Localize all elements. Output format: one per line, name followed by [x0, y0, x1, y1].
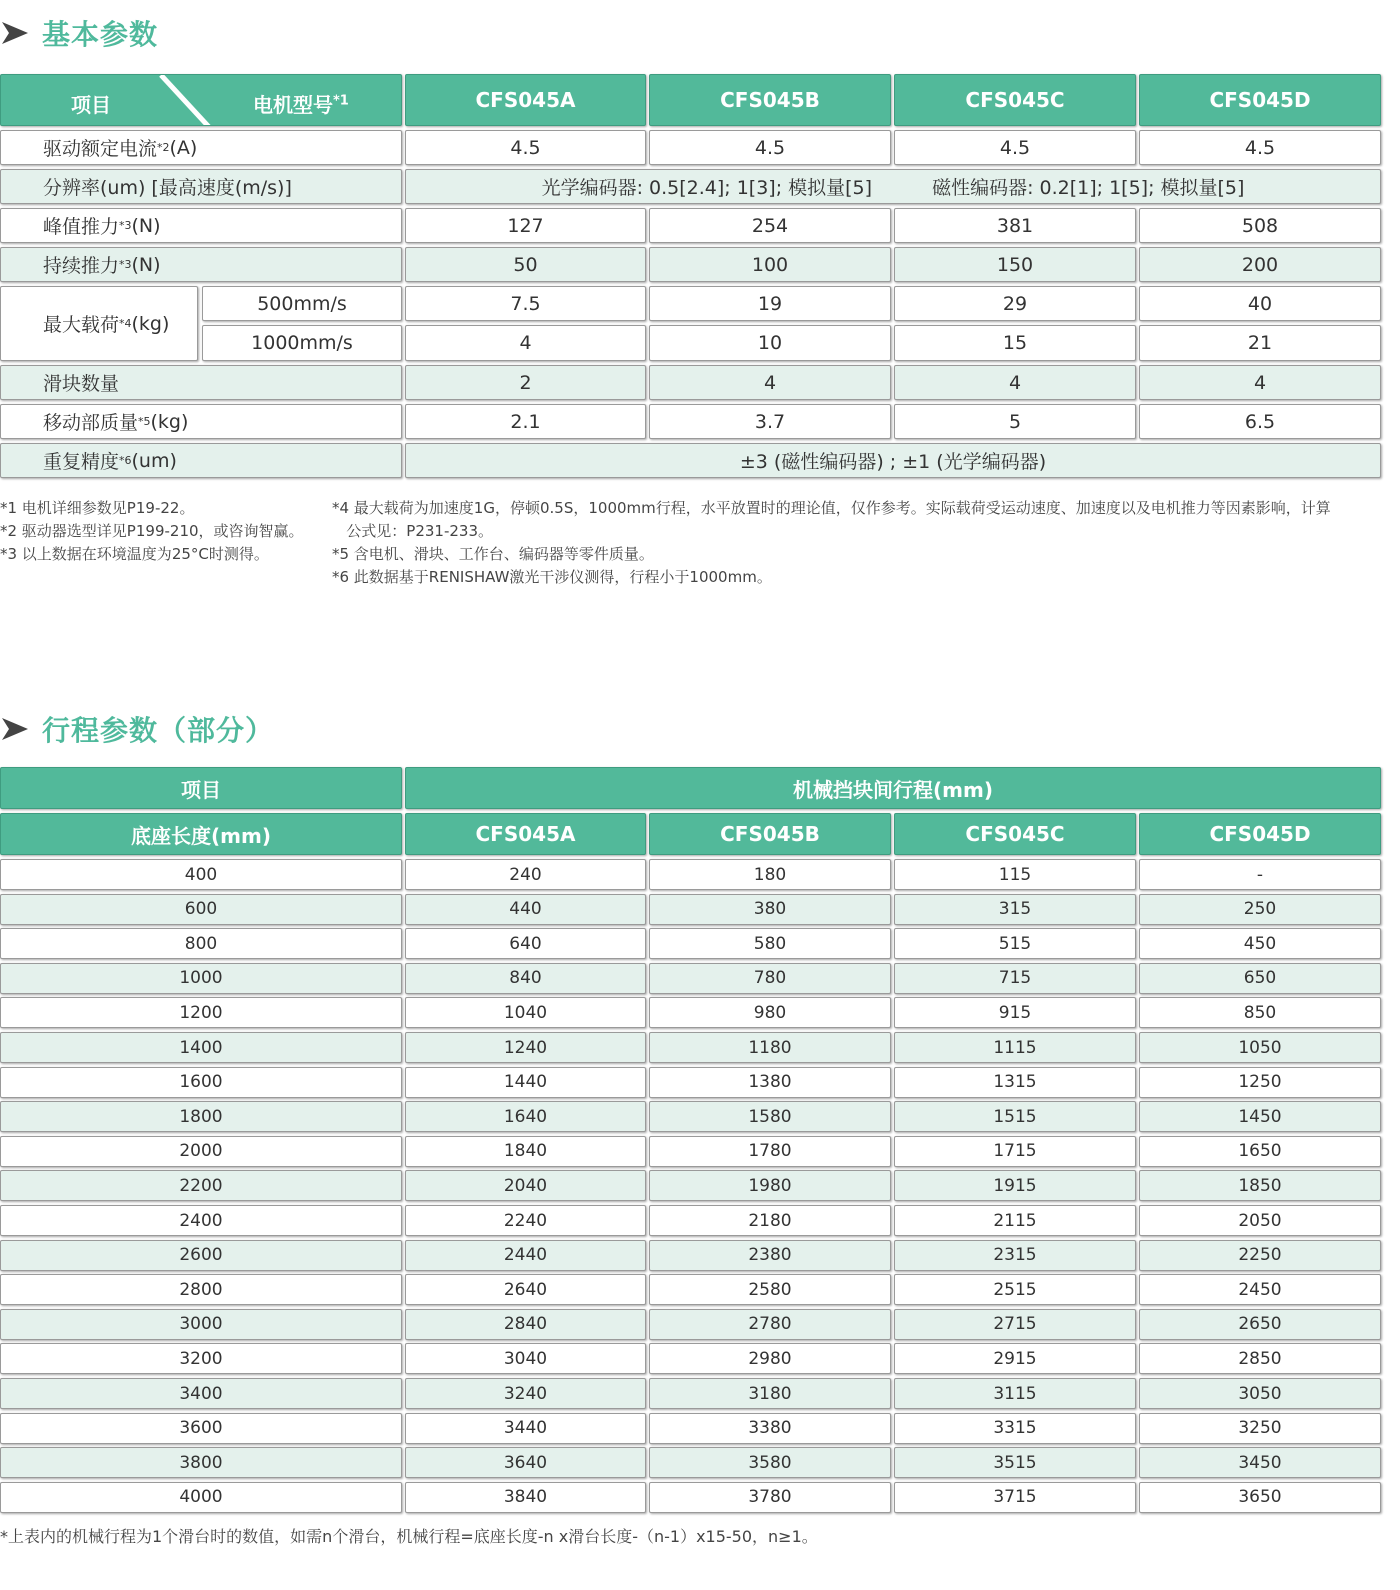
stroke-value-cell: 515	[894, 928, 1136, 959]
stroke-base-length-cell: 1800	[0, 1101, 402, 1132]
stroke-value-cell: 1315	[894, 1067, 1136, 1098]
section-title-stroke	[0, 704, 274, 754]
section-title-basic	[0, 8, 158, 58]
stroke-base-length-cell: 3800	[0, 1447, 402, 1478]
stroke-value-cell: 2450	[1139, 1274, 1381, 1305]
stroke-base-length-cell: 3600	[0, 1413, 402, 1444]
stroke-value-cell: 1115	[894, 1032, 1136, 1063]
stroke-value-cell: 1980	[649, 1170, 891, 1201]
note-2: *2 驱动器选型详见P199-210，或咨询智赢。	[0, 522, 304, 540]
row-label-moving-mass: 移动部质量 *5 (kg)	[0, 404, 402, 439]
sliders-c: 4	[894, 365, 1136, 400]
notes-left	[0, 497, 304, 566]
stroke-base-length-cell: 400	[0, 859, 402, 890]
arrow-right-icon	[2, 715, 30, 743]
max-load-500-b: 19	[649, 286, 891, 321]
stroke-value-cell: 2580	[649, 1274, 891, 1305]
stroke-value-cell: 250	[1139, 894, 1381, 925]
current-c: 4.5	[894, 130, 1136, 165]
cont-force-a: 50	[405, 247, 646, 282]
stroke-value-cell: 1040	[405, 997, 646, 1028]
stroke-value-cell: 580	[649, 928, 891, 959]
stroke-value-cell: 440	[405, 894, 646, 925]
cont-force-c: 150	[894, 247, 1136, 282]
stroke-value-cell: 1380	[649, 1067, 891, 1098]
stroke-value-cell: 1440	[405, 1067, 646, 1098]
max-load-500-d: 40	[1139, 286, 1381, 321]
stroke-value-cell: 240	[405, 859, 646, 890]
header-model-a: CFS045A	[405, 74, 646, 126]
stroke-value-cell: 3450	[1139, 1447, 1381, 1478]
sliders-d: 4	[1139, 365, 1381, 400]
stroke-value-cell: 980	[649, 997, 891, 1028]
note-4: *4 最大载荷为加速度1G，停顿0.5S，1000mm行程，水平放置时的理论值，仅作参考。实际载荷受运动速度、加速度以及电机推力等因素影响，计算	[332, 499, 1331, 517]
resolution-optical: 光学编码器: 0.5[2.4]; 1[3]; 模拟量[5]	[541, 177, 873, 199]
repeatability-value: ±3 (磁性编码器) ; ±1 (光学编码器)	[405, 443, 1381, 478]
note-6: *6 此数据基于RENISHAW激光干涉仪测得，行程小于1000mm。	[332, 568, 772, 586]
stroke-base-length-cell: 2200	[0, 1170, 402, 1201]
header-item-label: 项目	[71, 93, 111, 117]
stroke-base-length-cell: 3000	[0, 1309, 402, 1340]
stroke-value-cell: 2380	[649, 1240, 891, 1271]
header-base-length: 底座长度(mm)	[0, 813, 402, 855]
section-title-text: 行程参数（部分）	[42, 714, 275, 747]
stroke-value-cell: 180	[649, 859, 891, 890]
stroke-base-length-cell: 1200	[0, 997, 402, 1028]
peak-force-b: 254	[649, 208, 891, 243]
row-label-resolution: 分辨率(um) [最高速度(m/s)]	[0, 169, 402, 204]
stroke-value-cell: 380	[649, 894, 891, 925]
header-item-model-cell	[0, 74, 402, 126]
stroke-base-length-cell: 2800	[0, 1274, 402, 1305]
row-label-repeatability: 重复精度 *6 (um)	[0, 443, 402, 478]
stroke-value-cell: 2850	[1139, 1343, 1381, 1374]
stroke-value-cell: 3040	[405, 1343, 646, 1374]
stroke-value-cell: 3715	[894, 1482, 1136, 1513]
peak-force-a: 127	[405, 208, 646, 243]
peak-force-d: 508	[1139, 208, 1381, 243]
moving-mass-d: 6.5	[1139, 404, 1381, 439]
stroke-value-cell: 1650	[1139, 1136, 1381, 1167]
stroke-value-cell: 2115	[894, 1205, 1136, 1236]
stroke-value-cell: 1050	[1139, 1032, 1381, 1063]
cont-force-d: 200	[1139, 247, 1381, 282]
stroke-value-cell: 3780	[649, 1482, 891, 1513]
header-stroke: 机械挡块间行程(mm)	[405, 767, 1381, 809]
stroke-value-cell: 1515	[894, 1101, 1136, 1132]
note-1: *1 电机详细参数见P19-22。	[0, 499, 195, 517]
stroke-value-cell: 780	[649, 963, 891, 994]
max-load-1000-d: 21	[1139, 325, 1381, 361]
stroke-value-cell: 3250	[1139, 1413, 1381, 1444]
stroke-value-cell: 1715	[894, 1136, 1136, 1167]
stroke-value-cell: 3515	[894, 1447, 1136, 1478]
stroke-base-length-cell: 4000	[0, 1482, 402, 1513]
stroke-value-cell: 3115	[894, 1378, 1136, 1409]
stroke-base-length-cell: 2600	[0, 1240, 402, 1271]
stroke-value-cell: 850	[1139, 997, 1381, 1028]
stroke-value-cell: 2840	[405, 1309, 646, 1340]
stroke-value-cell: 1850	[1139, 1170, 1381, 1201]
stroke-value-cell: 2240	[405, 1205, 646, 1236]
stroke-value-cell: 2640	[405, 1274, 646, 1305]
current-b: 4.5	[649, 130, 891, 165]
header2-model-b: CFS045B	[649, 813, 891, 855]
row-label-cont-force: 持续推力 *3 (N)	[0, 247, 402, 282]
max-load-500-c: 29	[894, 286, 1136, 321]
stroke-footnote: *上表内的机械行程为1个滑台时的数值，如需n个滑台，机械行程=底座长度-n x滑台长度-（n-1）x15-50，n≥1。	[0, 1527, 818, 1546]
stroke-value-cell: 315	[894, 894, 1136, 925]
stroke-value-cell: 1450	[1139, 1101, 1381, 1132]
note-3: *3 以上数据在环境温度为25°C时测得。	[0, 545, 269, 563]
stroke-value-cell: 3380	[649, 1413, 891, 1444]
stroke-value-cell: 3580	[649, 1447, 891, 1478]
stroke-value-cell: 1180	[649, 1032, 891, 1063]
resolution-values	[405, 169, 1381, 204]
stroke-value-cell: 2515	[894, 1274, 1136, 1305]
stroke-value-cell: 3440	[405, 1413, 646, 1444]
moving-mass-a: 2.1	[405, 404, 646, 439]
stroke-base-length-cell: 3400	[0, 1378, 402, 1409]
max-load-500-a: 7.5	[405, 286, 646, 321]
stroke-value-cell: 2980	[649, 1343, 891, 1374]
stroke-base-length-cell: 1400	[0, 1032, 402, 1063]
stroke-value-cell: 2315	[894, 1240, 1136, 1271]
row-label-sliders: 滑块数量	[0, 365, 402, 400]
stroke-value-cell: 1240	[405, 1032, 646, 1063]
stroke-value-cell: 2250	[1139, 1240, 1381, 1271]
stroke-value-cell: 1250	[1139, 1067, 1381, 1098]
stroke-value-cell: -	[1139, 859, 1381, 890]
stroke-value-cell: 450	[1139, 928, 1381, 959]
stroke-value-cell: 640	[405, 928, 646, 959]
moving-mass-b: 3.7	[649, 404, 891, 439]
stroke-value-cell: 715	[894, 963, 1136, 994]
stroke-value-cell: 1840	[405, 1136, 646, 1167]
stroke-value-cell: 2915	[894, 1343, 1136, 1374]
max-load-1000-a: 4	[405, 325, 646, 361]
cont-force-b: 100	[649, 247, 891, 282]
stroke-value-cell: 2650	[1139, 1309, 1381, 1340]
stroke-value-cell: 915	[894, 997, 1136, 1028]
stroke-value-cell: 2440	[405, 1240, 646, 1271]
resolution-magnetic: 磁性编码器: 0.2[1]; 1[5]; 模拟量[5]	[932, 177, 1245, 199]
stroke-value-cell: 650	[1139, 963, 1381, 994]
header2-model-a: CFS045A	[405, 813, 646, 855]
stroke-value-cell: 2040	[405, 1170, 646, 1201]
sliders-a: 2	[405, 365, 646, 400]
max-load-speed-1000: 1000mm/s	[202, 325, 402, 361]
sliders-b: 4	[649, 365, 891, 400]
note-4-cont: 公式见：P231-233。	[332, 522, 494, 540]
current-d: 4.5	[1139, 130, 1381, 165]
row-label-peak-force: 峰值推力 *3 (N)	[0, 208, 402, 243]
peak-force-c: 381	[894, 208, 1136, 243]
stroke-base-length-cell: 2000	[0, 1136, 402, 1167]
stroke-value-cell: 2780	[649, 1309, 891, 1340]
moving-mass-c: 5	[894, 404, 1136, 439]
stroke-value-cell: 3180	[649, 1378, 891, 1409]
stroke-base-length-cell: 600	[0, 894, 402, 925]
max-load-1000-c: 15	[894, 325, 1136, 361]
stroke-value-cell: 2050	[1139, 1205, 1381, 1236]
arrow-right-icon	[2, 19, 30, 47]
stroke-value-cell: 3050	[1139, 1378, 1381, 1409]
stroke-value-cell: 3315	[894, 1413, 1136, 1444]
stroke-value-cell: 840	[405, 963, 646, 994]
header-model-c: CFS045C	[894, 74, 1136, 126]
stroke-base-length-cell: 1600	[0, 1067, 402, 1098]
stroke-base-length-cell: 3200	[0, 1343, 402, 1374]
stroke-value-cell: 3840	[405, 1482, 646, 1513]
current-a: 4.5	[405, 130, 646, 165]
max-load-1000-b: 10	[649, 325, 891, 361]
note-5: *5 含电机、滑块、工作台、编码器等零件质量。	[332, 545, 654, 563]
stroke-value-cell: 2715	[894, 1309, 1136, 1340]
section-title-text: 基本参数	[42, 18, 159, 51]
stroke-value-cell: 1915	[894, 1170, 1136, 1201]
stroke-value-cell: 1580	[649, 1101, 891, 1132]
stroke-value-cell: 1780	[649, 1136, 891, 1167]
stroke-value-cell: 1640	[405, 1101, 646, 1132]
stroke-value-cell: 3640	[405, 1447, 646, 1478]
stroke-base-length-cell: 1000	[0, 963, 402, 994]
header2-model-c: CFS045C	[894, 813, 1136, 855]
header-model-b: CFS045B	[649, 74, 891, 126]
row-label-max-load: 最大载荷 *4 (kg)	[0, 286, 198, 361]
stroke-value-cell: 3650	[1139, 1482, 1381, 1513]
row-label-current: 驱动额定电流 *2 (A)	[0, 130, 402, 165]
header2-model-d: CFS045D	[1139, 813, 1381, 855]
stroke-base-length-cell: 800	[0, 928, 402, 959]
header-motor-model-label: 电机型号$^{*1}$	[253, 93, 349, 117]
notes-right	[332, 497, 1331, 589]
stroke-value-cell: 115	[894, 859, 1136, 890]
stroke-value-cell: 3240	[405, 1378, 646, 1409]
header-model-d: CFS045D	[1139, 74, 1381, 126]
max-load-speed-500: 500mm/s	[202, 286, 402, 321]
stroke-value-cell: 2180	[649, 1205, 891, 1236]
stroke-base-length-cell: 2400	[0, 1205, 402, 1236]
header-item: 项目	[0, 767, 402, 809]
